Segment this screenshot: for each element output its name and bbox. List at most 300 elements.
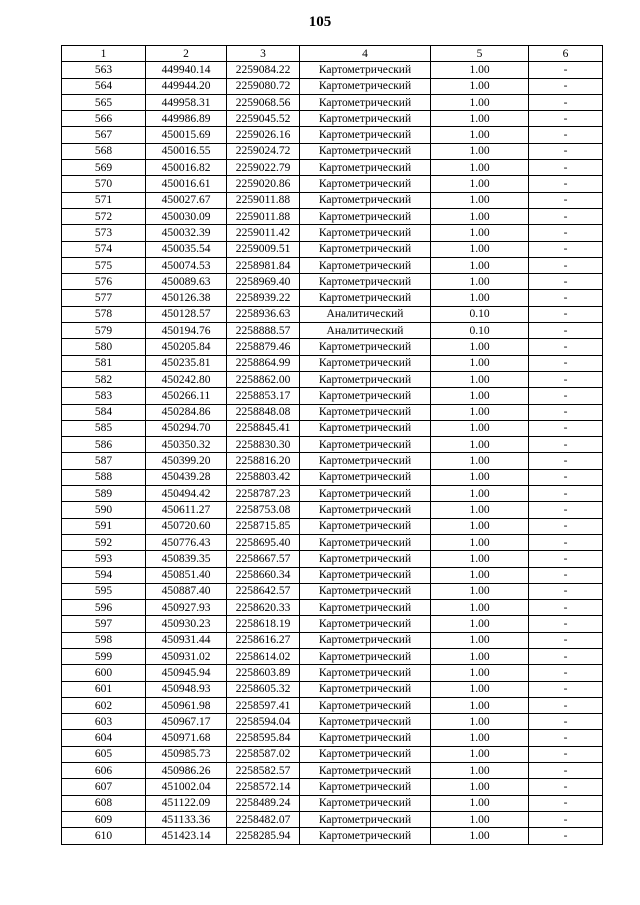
- table-cell: 563: [62, 62, 146, 78]
- table-cell: 2258482.07: [227, 811, 300, 827]
- table-cell: 1.00: [431, 192, 529, 208]
- table-cell: 2258660.34: [227, 567, 300, 583]
- table-cell: 2258603.89: [227, 665, 300, 681]
- table-cell: Картометрический: [300, 355, 431, 371]
- table-cell: 607: [62, 779, 146, 795]
- table-cell: -: [529, 160, 603, 176]
- table-cell: 2259011.88: [227, 208, 300, 224]
- table-cell: 1.00: [431, 404, 529, 420]
- table-row: [62, 502, 603, 518]
- table-row: [62, 176, 603, 192]
- table-row: [62, 241, 603, 257]
- table-row: [62, 420, 603, 436]
- table-cell: 1.00: [431, 779, 529, 795]
- table-cell: -: [529, 616, 603, 632]
- table-cell: 609: [62, 811, 146, 827]
- table-cell: 0.10: [431, 306, 529, 322]
- table-cell: 590: [62, 502, 146, 518]
- table-cell: -: [529, 420, 603, 436]
- table-cell: 450126.38: [146, 290, 227, 306]
- table-row: [62, 274, 603, 290]
- table-cell: 450839.35: [146, 551, 227, 567]
- table-cell: 450961.98: [146, 697, 227, 713]
- table-cell: Картометрический: [300, 648, 431, 664]
- table-cell: Картометрический: [300, 616, 431, 632]
- table-cell: 450931.02: [146, 648, 227, 664]
- table-cell: 576: [62, 274, 146, 290]
- table-cell: 450027.67: [146, 192, 227, 208]
- table-cell: 587: [62, 453, 146, 469]
- table-cell: 1.00: [431, 583, 529, 599]
- table-cell: 450985.73: [146, 746, 227, 762]
- table-cell: 2259080.72: [227, 78, 300, 94]
- table-cell: Картометрический: [300, 420, 431, 436]
- table-cell: Картометрический: [300, 127, 431, 143]
- table-cell: Картометрический: [300, 828, 431, 844]
- table-cell: 604: [62, 730, 146, 746]
- table-cell: 1.00: [431, 274, 529, 290]
- table-cell: -: [529, 502, 603, 518]
- table-cell: -: [529, 274, 603, 290]
- table-cell: 579: [62, 323, 146, 339]
- table-cell: 450015.69: [146, 127, 227, 143]
- table-row: [62, 795, 603, 811]
- table-cell: 2259024.72: [227, 143, 300, 159]
- table-cell: 450971.68: [146, 730, 227, 746]
- table-row: [62, 763, 603, 779]
- table-cell: Аналитический: [300, 306, 431, 322]
- table-cell: -: [529, 192, 603, 208]
- table-cell: 2258620.33: [227, 600, 300, 616]
- column-header: 5: [431, 46, 529, 62]
- table-cell: 450967.17: [146, 714, 227, 730]
- table-cell: -: [529, 257, 603, 273]
- table-cell: -: [529, 714, 603, 730]
- table-row: [62, 111, 603, 127]
- table-cell: 1.00: [431, 225, 529, 241]
- table-cell: 1.00: [431, 681, 529, 697]
- table-row: [62, 567, 603, 583]
- table-row: [62, 534, 603, 550]
- table-cell: 569: [62, 160, 146, 176]
- table-cell: Картометрический: [300, 111, 431, 127]
- table-cell: -: [529, 355, 603, 371]
- table-cell: 451423.14: [146, 828, 227, 844]
- table-cell: -: [529, 208, 603, 224]
- table-cell: 450927.93: [146, 600, 227, 616]
- table-cell: 1.00: [431, 665, 529, 681]
- table-cell: 450032.39: [146, 225, 227, 241]
- table-cell: 2258595.84: [227, 730, 300, 746]
- table-cell: 2259026.16: [227, 127, 300, 143]
- table-cell: Картометрический: [300, 388, 431, 404]
- table-cell: -: [529, 306, 603, 322]
- table-cell: 450235.81: [146, 355, 227, 371]
- table-cell: -: [529, 486, 603, 502]
- table-row: [62, 78, 603, 94]
- table-cell: Картометрический: [300, 453, 431, 469]
- table-cell: -: [529, 388, 603, 404]
- table-row: [62, 306, 603, 322]
- table-cell: 567: [62, 127, 146, 143]
- table-row: [62, 811, 603, 827]
- table-cell: 450016.55: [146, 143, 227, 159]
- table-cell: -: [529, 62, 603, 78]
- table-cell: 610: [62, 828, 146, 844]
- table-cell: -: [529, 583, 603, 599]
- table-row: [62, 714, 603, 730]
- table-cell: 2259011.88: [227, 192, 300, 208]
- table-row: [62, 665, 603, 681]
- table-row: [62, 746, 603, 762]
- table-row: [62, 469, 603, 485]
- table-cell: Картометрический: [300, 404, 431, 420]
- table-row: [62, 355, 603, 371]
- table-row: [62, 192, 603, 208]
- table-cell: 1.00: [431, 502, 529, 518]
- table-cell: 597: [62, 616, 146, 632]
- table-cell: 450242.80: [146, 371, 227, 387]
- table-cell: 450205.84: [146, 339, 227, 355]
- table-cell: 450720.60: [146, 518, 227, 534]
- table-cell: 1.00: [431, 714, 529, 730]
- table-cell: 592: [62, 534, 146, 550]
- table-row: [62, 62, 603, 78]
- table-cell: 1.00: [431, 290, 529, 306]
- table-cell: 1.00: [431, 600, 529, 616]
- column-header: 4: [300, 46, 431, 62]
- table-cell: 568: [62, 143, 146, 159]
- table-cell: -: [529, 127, 603, 143]
- table-cell: Картометрический: [300, 779, 431, 795]
- table-cell: -: [529, 600, 603, 616]
- table-cell: 1.00: [431, 208, 529, 224]
- table-cell: -: [529, 632, 603, 648]
- table-cell: 583: [62, 388, 146, 404]
- table-cell: Картометрический: [300, 78, 431, 94]
- table-cell: Картометрический: [300, 486, 431, 502]
- table-cell: Картометрический: [300, 730, 431, 746]
- table-cell: Картометрический: [300, 665, 431, 681]
- table-cell: 591: [62, 518, 146, 534]
- table-cell: 450776.43: [146, 534, 227, 550]
- table-cell: -: [529, 665, 603, 681]
- table-cell: -: [529, 469, 603, 485]
- table-cell: 1.00: [431, 339, 529, 355]
- table-cell: 1.00: [431, 127, 529, 143]
- table-row: [62, 143, 603, 159]
- table-row: [62, 632, 603, 648]
- table-cell: 606: [62, 763, 146, 779]
- table-cell: 449986.89: [146, 111, 227, 127]
- table-cell: -: [529, 339, 603, 355]
- table-cell: -: [529, 681, 603, 697]
- table-cell: 2258981.84: [227, 257, 300, 273]
- table-cell: 2258715.85: [227, 518, 300, 534]
- table-cell: 450350.32: [146, 437, 227, 453]
- table-cell: -: [529, 94, 603, 110]
- table-cell: Картометрический: [300, 600, 431, 616]
- table-cell: 601: [62, 681, 146, 697]
- table-cell: 1.00: [431, 355, 529, 371]
- table-cell: 1.00: [431, 241, 529, 257]
- table-cell: 1.00: [431, 697, 529, 713]
- table-cell: 2258753.08: [227, 502, 300, 518]
- table-cell: 598: [62, 632, 146, 648]
- table-cell: 451002.04: [146, 779, 227, 795]
- table-cell: 1.00: [431, 632, 529, 648]
- table-cell: 2258667.57: [227, 551, 300, 567]
- table-cell: Картометрический: [300, 681, 431, 697]
- table-cell: 585: [62, 420, 146, 436]
- table-cell: 564: [62, 78, 146, 94]
- table-cell: 2259022.79: [227, 160, 300, 176]
- table-row: [62, 404, 603, 420]
- table-cell: 449944.20: [146, 78, 227, 94]
- table-cell: 0.10: [431, 323, 529, 339]
- table-cell: Картометрический: [300, 62, 431, 78]
- column-header: 3: [227, 46, 300, 62]
- table-cell: 2258605.32: [227, 681, 300, 697]
- table-cell: -: [529, 176, 603, 192]
- table-cell: 580: [62, 339, 146, 355]
- table-cell: 599: [62, 648, 146, 664]
- table-cell: -: [529, 551, 603, 567]
- table-row: [62, 486, 603, 502]
- table-cell: Картометрический: [300, 208, 431, 224]
- table-cell: 450439.28: [146, 469, 227, 485]
- table-cell: -: [529, 78, 603, 94]
- table-cell: 2259011.42: [227, 225, 300, 241]
- table-cell: 1.00: [431, 111, 529, 127]
- table-cell: 450266.11: [146, 388, 227, 404]
- table-cell: -: [529, 746, 603, 762]
- table-cell: 450948.93: [146, 681, 227, 697]
- table-cell: 1.00: [431, 795, 529, 811]
- table-row: [62, 518, 603, 534]
- table-cell: Аналитический: [300, 323, 431, 339]
- table-cell: 450986.26: [146, 763, 227, 779]
- table-cell: 582: [62, 371, 146, 387]
- table-cell: Картометрический: [300, 143, 431, 159]
- table-cell: 1.00: [431, 730, 529, 746]
- column-header: 2: [146, 46, 227, 62]
- table-cell: 588: [62, 469, 146, 485]
- table-cell: 450284.86: [146, 404, 227, 420]
- table-cell: 2258614.02: [227, 648, 300, 664]
- table-row: [62, 730, 603, 746]
- table-cell: Картометрический: [300, 714, 431, 730]
- table-cell: 602: [62, 697, 146, 713]
- table-cell: -: [529, 534, 603, 550]
- table-cell: 1.00: [431, 534, 529, 550]
- column-header: 1: [62, 46, 146, 62]
- table-cell: -: [529, 404, 603, 420]
- table-cell: 450074.53: [146, 257, 227, 273]
- table-row: [62, 323, 603, 339]
- table-row: [62, 453, 603, 469]
- coordinates-table: [61, 45, 603, 845]
- table-cell: 1.00: [431, 143, 529, 159]
- table-cell: 450016.61: [146, 176, 227, 192]
- table-cell: 2258695.40: [227, 534, 300, 550]
- table-cell: -: [529, 437, 603, 453]
- table-body: [62, 62, 603, 844]
- table-cell: 577: [62, 290, 146, 306]
- table-cell: 1.00: [431, 388, 529, 404]
- table-cell: 2258864.99: [227, 355, 300, 371]
- table-row: [62, 94, 603, 110]
- table-row: [62, 551, 603, 567]
- table-cell: Картометрический: [300, 274, 431, 290]
- table-cell: 450128.57: [146, 306, 227, 322]
- table-cell: Картометрический: [300, 176, 431, 192]
- table-cell: 1.00: [431, 78, 529, 94]
- table-cell: -: [529, 795, 603, 811]
- table-row: [62, 616, 603, 632]
- table-cell: 2258845.41: [227, 420, 300, 436]
- table-cell: Картометрический: [300, 763, 431, 779]
- table-cell: 593: [62, 551, 146, 567]
- table-row: [62, 339, 603, 355]
- table-cell: 2258936.63: [227, 306, 300, 322]
- table-cell: 570: [62, 176, 146, 192]
- table-cell: 1.00: [431, 518, 529, 534]
- table-cell: 450194.76: [146, 323, 227, 339]
- table-cell: 578: [62, 306, 146, 322]
- table-row: [62, 290, 603, 306]
- table-cell: 608: [62, 795, 146, 811]
- table-cell: 584: [62, 404, 146, 420]
- table-row: [62, 681, 603, 697]
- table-cell: 1.00: [431, 257, 529, 273]
- table-cell: -: [529, 828, 603, 844]
- table-cell: 450887.40: [146, 583, 227, 599]
- table-cell: 1.00: [431, 616, 529, 632]
- table-cell: Картометрический: [300, 518, 431, 534]
- table-cell: Картометрический: [300, 241, 431, 257]
- table-cell: 451133.36: [146, 811, 227, 827]
- table-cell: 589: [62, 486, 146, 502]
- table-cell: -: [529, 811, 603, 827]
- table-cell: 2259068.56: [227, 94, 300, 110]
- table-cell: -: [529, 763, 603, 779]
- table-cell: 586: [62, 437, 146, 453]
- table-cell: 2258616.27: [227, 632, 300, 648]
- table-row: [62, 648, 603, 664]
- table-cell: Картометрический: [300, 697, 431, 713]
- table-cell: 450611.27: [146, 502, 227, 518]
- table-cell: Картометрический: [300, 746, 431, 762]
- table-cell: 2258618.19: [227, 616, 300, 632]
- table-cell: 450030.09: [146, 208, 227, 224]
- table-cell: Картометрический: [300, 192, 431, 208]
- table-cell: 450294.70: [146, 420, 227, 436]
- table-row: [62, 600, 603, 616]
- table-cell: -: [529, 697, 603, 713]
- table-cell: -: [529, 567, 603, 583]
- table-cell: Картометрический: [300, 534, 431, 550]
- table-cell: -: [529, 779, 603, 795]
- table-row: [62, 583, 603, 599]
- table-cell: 1.00: [431, 437, 529, 453]
- table-header-row: [62, 46, 603, 62]
- table-cell: Картометрический: [300, 502, 431, 518]
- table-cell: 1.00: [431, 763, 529, 779]
- page-number: 105: [308, 14, 332, 30]
- table-cell: 595: [62, 583, 146, 599]
- table-row: [62, 208, 603, 224]
- table-row: [62, 388, 603, 404]
- table-cell: 2258969.40: [227, 274, 300, 290]
- table-cell: -: [529, 730, 603, 746]
- table-row: [62, 257, 603, 273]
- table-cell: 575: [62, 257, 146, 273]
- table-cell: 450016.82: [146, 160, 227, 176]
- table-cell: 2258879.46: [227, 339, 300, 355]
- table-cell: 2258572.14: [227, 779, 300, 795]
- table-cell: Картометрический: [300, 567, 431, 583]
- table-cell: 1.00: [431, 828, 529, 844]
- table-row: [62, 779, 603, 795]
- table-cell: 1.00: [431, 420, 529, 436]
- table-cell: 2259084.22: [227, 62, 300, 78]
- table-cell: Картометрический: [300, 160, 431, 176]
- table-cell: Картометрический: [300, 469, 431, 485]
- table-cell: 2258597.41: [227, 697, 300, 713]
- table-cell: 594: [62, 567, 146, 583]
- table-cell: 450945.94: [146, 665, 227, 681]
- table-cell: 1.00: [431, 551, 529, 567]
- table-row: [62, 828, 603, 844]
- table-cell: 450494.42: [146, 486, 227, 502]
- table-cell: 596: [62, 600, 146, 616]
- table-cell: 574: [62, 241, 146, 257]
- table-cell: Картометрический: [300, 290, 431, 306]
- table-cell: Картометрический: [300, 371, 431, 387]
- table-cell: 2258848.08: [227, 404, 300, 420]
- table-cell: 2258582.57: [227, 763, 300, 779]
- table-cell: 581: [62, 355, 146, 371]
- table-cell: -: [529, 518, 603, 534]
- table-cell: 2258939.22: [227, 290, 300, 306]
- table-cell: 2258862.00: [227, 371, 300, 387]
- table-cell: 2258285.94: [227, 828, 300, 844]
- table-cell: 450399.20: [146, 453, 227, 469]
- table-cell: 566: [62, 111, 146, 127]
- table-cell: 2259045.52: [227, 111, 300, 127]
- table-cell: 450851.40: [146, 567, 227, 583]
- table-cell: 2258587.02: [227, 746, 300, 762]
- table-cell: 1.00: [431, 469, 529, 485]
- table-cell: 600: [62, 665, 146, 681]
- table-cell: 2259020.86: [227, 176, 300, 192]
- table-cell: Картометрический: [300, 551, 431, 567]
- table-cell: 1.00: [431, 648, 529, 664]
- table-cell: 1.00: [431, 486, 529, 502]
- table-cell: Картометрический: [300, 339, 431, 355]
- table-row: [62, 127, 603, 143]
- table-row: [62, 371, 603, 387]
- table-cell: 2258816.20: [227, 453, 300, 469]
- table-row: [62, 437, 603, 453]
- column-header: 6: [529, 46, 603, 62]
- table-cell: 1.00: [431, 62, 529, 78]
- table-cell: -: [529, 453, 603, 469]
- table-cell: Картометрический: [300, 94, 431, 110]
- table-cell: Картометрический: [300, 811, 431, 827]
- table-cell: Картометрический: [300, 795, 431, 811]
